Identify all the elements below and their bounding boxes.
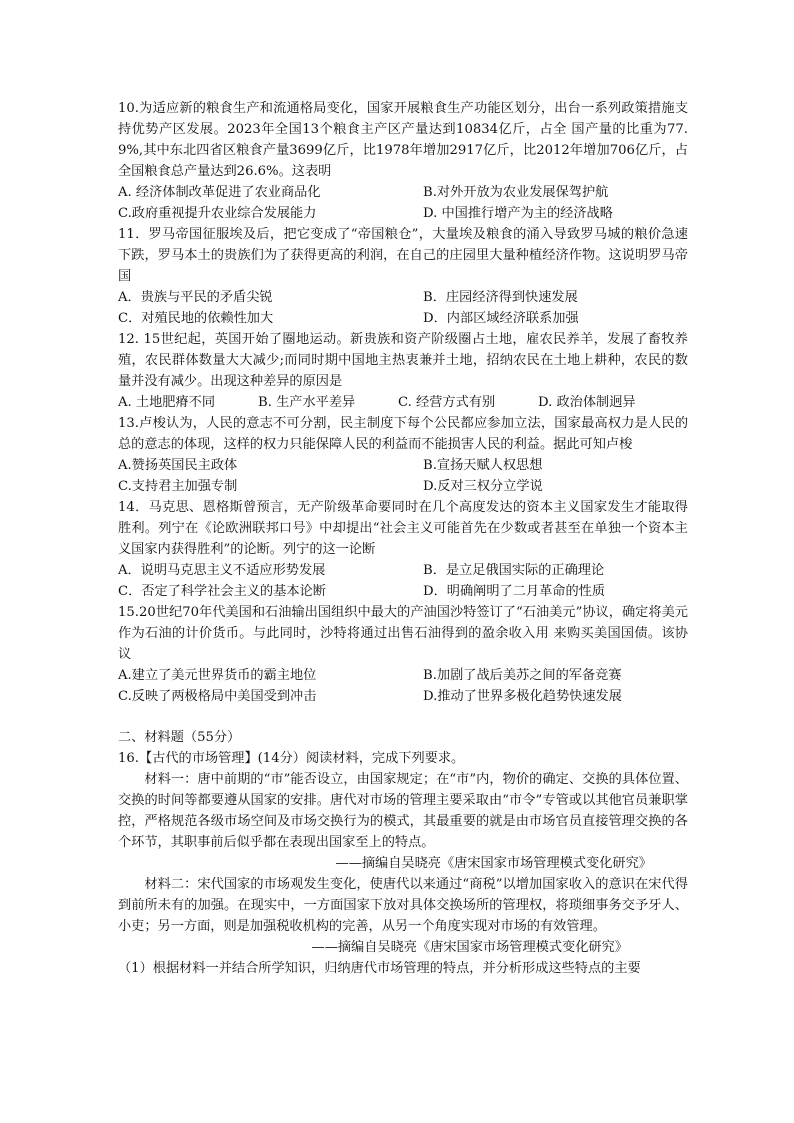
option-d: D．内部区域经济联系加强: [423, 311, 579, 326]
option-a: A.赞扬英国民主政体: [118, 458, 238, 473]
section-title: 二、材料题（55分）: [118, 730, 241, 745]
options-grid: [118, 287, 688, 329]
option-b: B.加剧了战后美苏之间的军备竞赛: [423, 668, 622, 683]
sub-question-1: （1）根据材料一并结合所学知识，归纳唐代市场管理的特点，并分析形成这些特点的主要: [118, 961, 641, 976]
question-stem: 13.卢梭认为，人民的意志不可分割，民主制度下每个公民都应参加立法，国家最高权力是人民的总的意志的体现，这样的权力只能保障人民的利益而不能损害人民的利益。据此可知卢梭: [118, 416, 688, 452]
question-stem: 12. 15世纪起，英国开始了圈地运动。新贵族和资产阶级圈占土地，雇农民养羊，发展了畜牧养殖，农民群体数量大大减少;而同时期中国地主热衷兼并土地，招纳农民在土地上耕种，农民的数量并没有减少。出现这种差异的原因是: [118, 332, 688, 389]
material-source: ——摘编自吴晓亮《唐宋国家市场管理模式变化研究》: [311, 940, 628, 955]
option-c: C.政府重视提升农业综合发展能力: [118, 206, 317, 221]
question-stem: 11．罗马帝国征服埃及后，把它变成了“帝国粮仓”，大量埃及粮食的涌入导致罗马城的粮价急速下跌，罗马本土的贵族们为了获得更高的利润，在自己的庄园里大量种植经济作物。这说明罗马帝国: [118, 227, 688, 284]
question-11: [118, 224, 688, 329]
options-grid: [118, 182, 688, 224]
option-d: D．明确阐明了二月革命的性质: [423, 584, 606, 599]
option-d: D. 政治体制迥异: [538, 395, 636, 410]
question-stem: 10.为适应新的粮食生产和流通格局变化，国家开展粮食生产功能区划分，出台一系列政策措施支持优势产区发展。2023年全国13个粮食主产区产量达到10834亿斤，占全 国产量的比重为77.9%,其中东北四省区粮食产量3699亿斤，比1978年增加2917亿斤，比2012年增加706亿斤，占全国粮食总产量达到26.6%。这表明: [118, 101, 688, 179]
question-12: [118, 329, 688, 413]
option-c: C. 经营方式有别: [398, 395, 496, 410]
option-a: A. 经济体制改革促进了农业商品化: [118, 185, 321, 200]
question-14: [118, 497, 688, 602]
option-c: C．否定了科学社会主义的基本论断: [118, 584, 326, 599]
option-d: D.反对三权分立学说: [423, 479, 543, 494]
material-one: 材料一：唐中前期的“市”能否设立，由国家规定；在“市”内，物价的确定、交换的具体位置、交换的时间等都要遵从国家的安排。唐代对市场的管理主要采取由“市令”专管或以其他官员兼职掌控，严格规范各级市场空间及市场交换行为的模式，其最重要的就是由市场官员直接管理交换的各个环节，其职事前后似乎都在表现出国家至上的特点。: [118, 772, 688, 850]
option-c: C．对殖民地的依赖性加大: [118, 311, 274, 326]
question-intro: 16.【古代的市场管理】(14分）阅读材料，完成下列要求。: [118, 751, 465, 766]
question-10: [118, 98, 688, 224]
option-b: B．庄园经济得到快速发展: [423, 290, 578, 305]
option-b: B.对外开放为农业发展保驾护航: [423, 185, 609, 200]
material-two: 材料二：宋代国家的市场观发生变化，使唐代以来通过“商税”以增加国家收入的意识在宋代得到前所未有的加强。在现实中，一方面国家下放对具体交换场所的管理权，将琐细事务交予牙人、小吏；另一方面，则是加强税收机构的完善，从另一个角度实现对市场的有效管理。: [118, 877, 688, 934]
option-a: A. 土地肥瘠不同: [118, 395, 216, 410]
question-13: [118, 413, 688, 497]
question-16: [118, 748, 688, 979]
options-grid: [118, 455, 688, 497]
option-d: D.推动了世界多极化趋势快速发展: [423, 689, 622, 704]
option-b: B．是立足俄国实际的正确理论: [423, 563, 605, 578]
option-a: A.建立了美元世界货币的霸主地位: [118, 668, 317, 683]
option-a: A．贵族与平民的矛盾尖锐: [118, 290, 273, 305]
option-b: B.宣扬天赋人权思想: [423, 458, 543, 473]
question-stem: 15.20世纪70年代美国和石油输出国组织中最大的产油国沙特签订了“石油美元”协议，确定将美元作为石油的计价货币。与此同时，沙特将通过出售石油得到的盈余收入用 来购买美国国债。该协议: [118, 605, 688, 662]
option-c: C.支持君主加强专制: [118, 479, 238, 494]
options-row: [118, 392, 688, 413]
option-b: B. 生产水平差异: [258, 395, 356, 410]
question-15: [118, 602, 688, 707]
options-grid: [118, 560, 688, 602]
option-a: A．说明马克思主义不适应形势发展: [118, 563, 326, 578]
option-d: D. 中国推行增产为主的经济战略: [423, 206, 613, 221]
question-stem: 14．马克思、恩格斯曾预言，无产阶级革命要同时在几个高度发达的资本主义国家发生才能取得胜利。列宁在《论欧洲联邦口号》中却提出“社会主义可能首先在少数或者甚至在单独一个资本主义国家内获得胜利”的论断。列宁的这一论断: [118, 500, 688, 557]
option-c: C.反映了两极格局中美国受到冲击: [118, 689, 317, 704]
material-source: ——摘编自吴晓亮《唐宋国家市场管理模式变化研究》: [335, 856, 652, 871]
options-grid: [118, 665, 688, 707]
exam-page: [118, 98, 688, 979]
